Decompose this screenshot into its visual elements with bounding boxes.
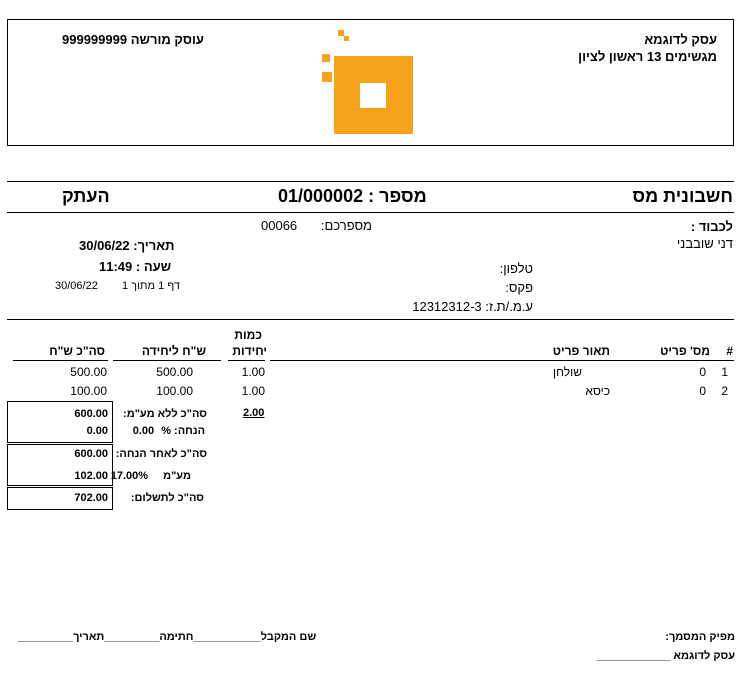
time-label: שעה :: [135, 259, 172, 274]
cell-qty: 1.00: [241, 384, 265, 398]
customer-name: דני שובבני: [676, 236, 733, 251]
date-row: [79, 238, 174, 253]
cell-unit-price: 500.00: [156, 365, 193, 379]
business-name: עסק לדוגמא: [644, 32, 717, 47]
signature-row: [18, 631, 316, 643]
customer-id: [412, 299, 533, 314]
vat-value: 102.00: [74, 470, 108, 482]
no-vat-label: סה"כ ללא מע"מ:: [123, 408, 207, 420]
table-row: [0, 384, 741, 400]
number-label: מספר :: [368, 186, 427, 206]
table-row: [0, 365, 741, 381]
receiver-label: שם המקבל: [260, 631, 317, 643]
after-discount-label: סה"כ לאחר הנחה:: [115, 448, 207, 460]
company-logo: [320, 28, 415, 138]
signature-line: _________: [104, 631, 160, 643]
col-header-total: סה"כ ש"ח: [49, 344, 105, 358]
col-header-unit-price: ש"ח ליחידה: [141, 344, 206, 358]
vat-pct: 17.00%: [110, 470, 149, 482]
document-title: חשבונית מס: [632, 186, 733, 206]
id-value: 12312312-3: [412, 299, 482, 314]
vat-row: [111, 470, 191, 482]
our-number-label: מספרכם:: [320, 218, 372, 233]
to-pay-label: סה"כ לתשלום:: [130, 492, 204, 504]
our-number-value: 00066: [261, 218, 298, 233]
cell-desc: שולחן: [552, 365, 582, 379]
total-qty: 2.00: [243, 407, 265, 419]
cell-item-no: 0: [699, 384, 706, 398]
number-value: 01/000002: [278, 186, 364, 206]
cell-desc: כיסא: [585, 384, 610, 398]
issuer-label: מפיק המסמך:: [665, 631, 735, 643]
footer-date-line: _________: [18, 631, 74, 643]
no-vat-value: 600.00: [74, 408, 108, 420]
header-rule-total: [13, 360, 108, 361]
to-pay-value: 702.00: [74, 492, 108, 504]
col-header-qty-2: יחידות: [232, 344, 267, 358]
document-number: [278, 186, 427, 207]
header-rule-price: [113, 360, 221, 361]
vat-label: מע"מ: [163, 470, 191, 482]
date-value: 30/06/22: [79, 238, 130, 253]
cell-unit-price: 100.00: [156, 384, 193, 398]
cell-item-no: 0: [699, 365, 706, 379]
business-address: מגשימים 13 ראשון לציון: [578, 49, 717, 64]
time-row: [99, 259, 171, 274]
section-rule: [7, 319, 734, 320]
discount-value: 0.00: [86, 425, 108, 437]
discount-label: הנחה: %: [161, 425, 205, 437]
business-license: [62, 32, 204, 47]
discount-row: [133, 425, 205, 437]
print-date: 30/06/22: [55, 280, 98, 292]
issuer-line: ____________: [597, 650, 671, 662]
issuer-row: [597, 650, 735, 662]
col-header-num: #: [726, 344, 733, 358]
fax-label: פקס:: [505, 280, 533, 295]
header-rule-right: [270, 360, 734, 361]
license-number: 999999999: [62, 32, 128, 47]
cell-qty: 1.00: [241, 365, 265, 379]
cell-total: 100.00: [70, 384, 107, 398]
header-rule-qty: [228, 360, 265, 361]
title-top-rule: [7, 181, 734, 182]
cell-total: 500.00: [70, 365, 107, 379]
cell-num: 1: [721, 365, 728, 379]
to-label: לכבוד :: [690, 219, 733, 234]
date-label: תאריך:: [133, 238, 175, 253]
signature-label: חתימה: [159, 631, 194, 643]
time-value: 11:49: [99, 259, 133, 274]
title-bottom-rule: [7, 212, 734, 213]
footer-date-label: תאריך: [73, 631, 105, 643]
cell-num: 2: [721, 384, 728, 398]
after-discount-value: 600.00: [74, 448, 108, 460]
page-indicator: דף 1 מתוך 1: [122, 280, 180, 292]
col-header-item-no: מס' פריט: [660, 344, 710, 358]
issuer-name: עסק לדוגמא: [673, 650, 735, 662]
id-label: ע.מ./ת.ז:: [481, 299, 533, 314]
col-header-qty-1: כמות: [234, 328, 262, 342]
copy-label: העתק: [62, 186, 110, 206]
license-label: עוסק מורשה: [130, 32, 204, 47]
phone-label: טלפון:: [499, 261, 533, 276]
col-header-desc: תאור פריט: [552, 344, 610, 358]
receiver-line: ___________: [193, 631, 261, 643]
discount-pct: 0.00: [132, 425, 155, 437]
